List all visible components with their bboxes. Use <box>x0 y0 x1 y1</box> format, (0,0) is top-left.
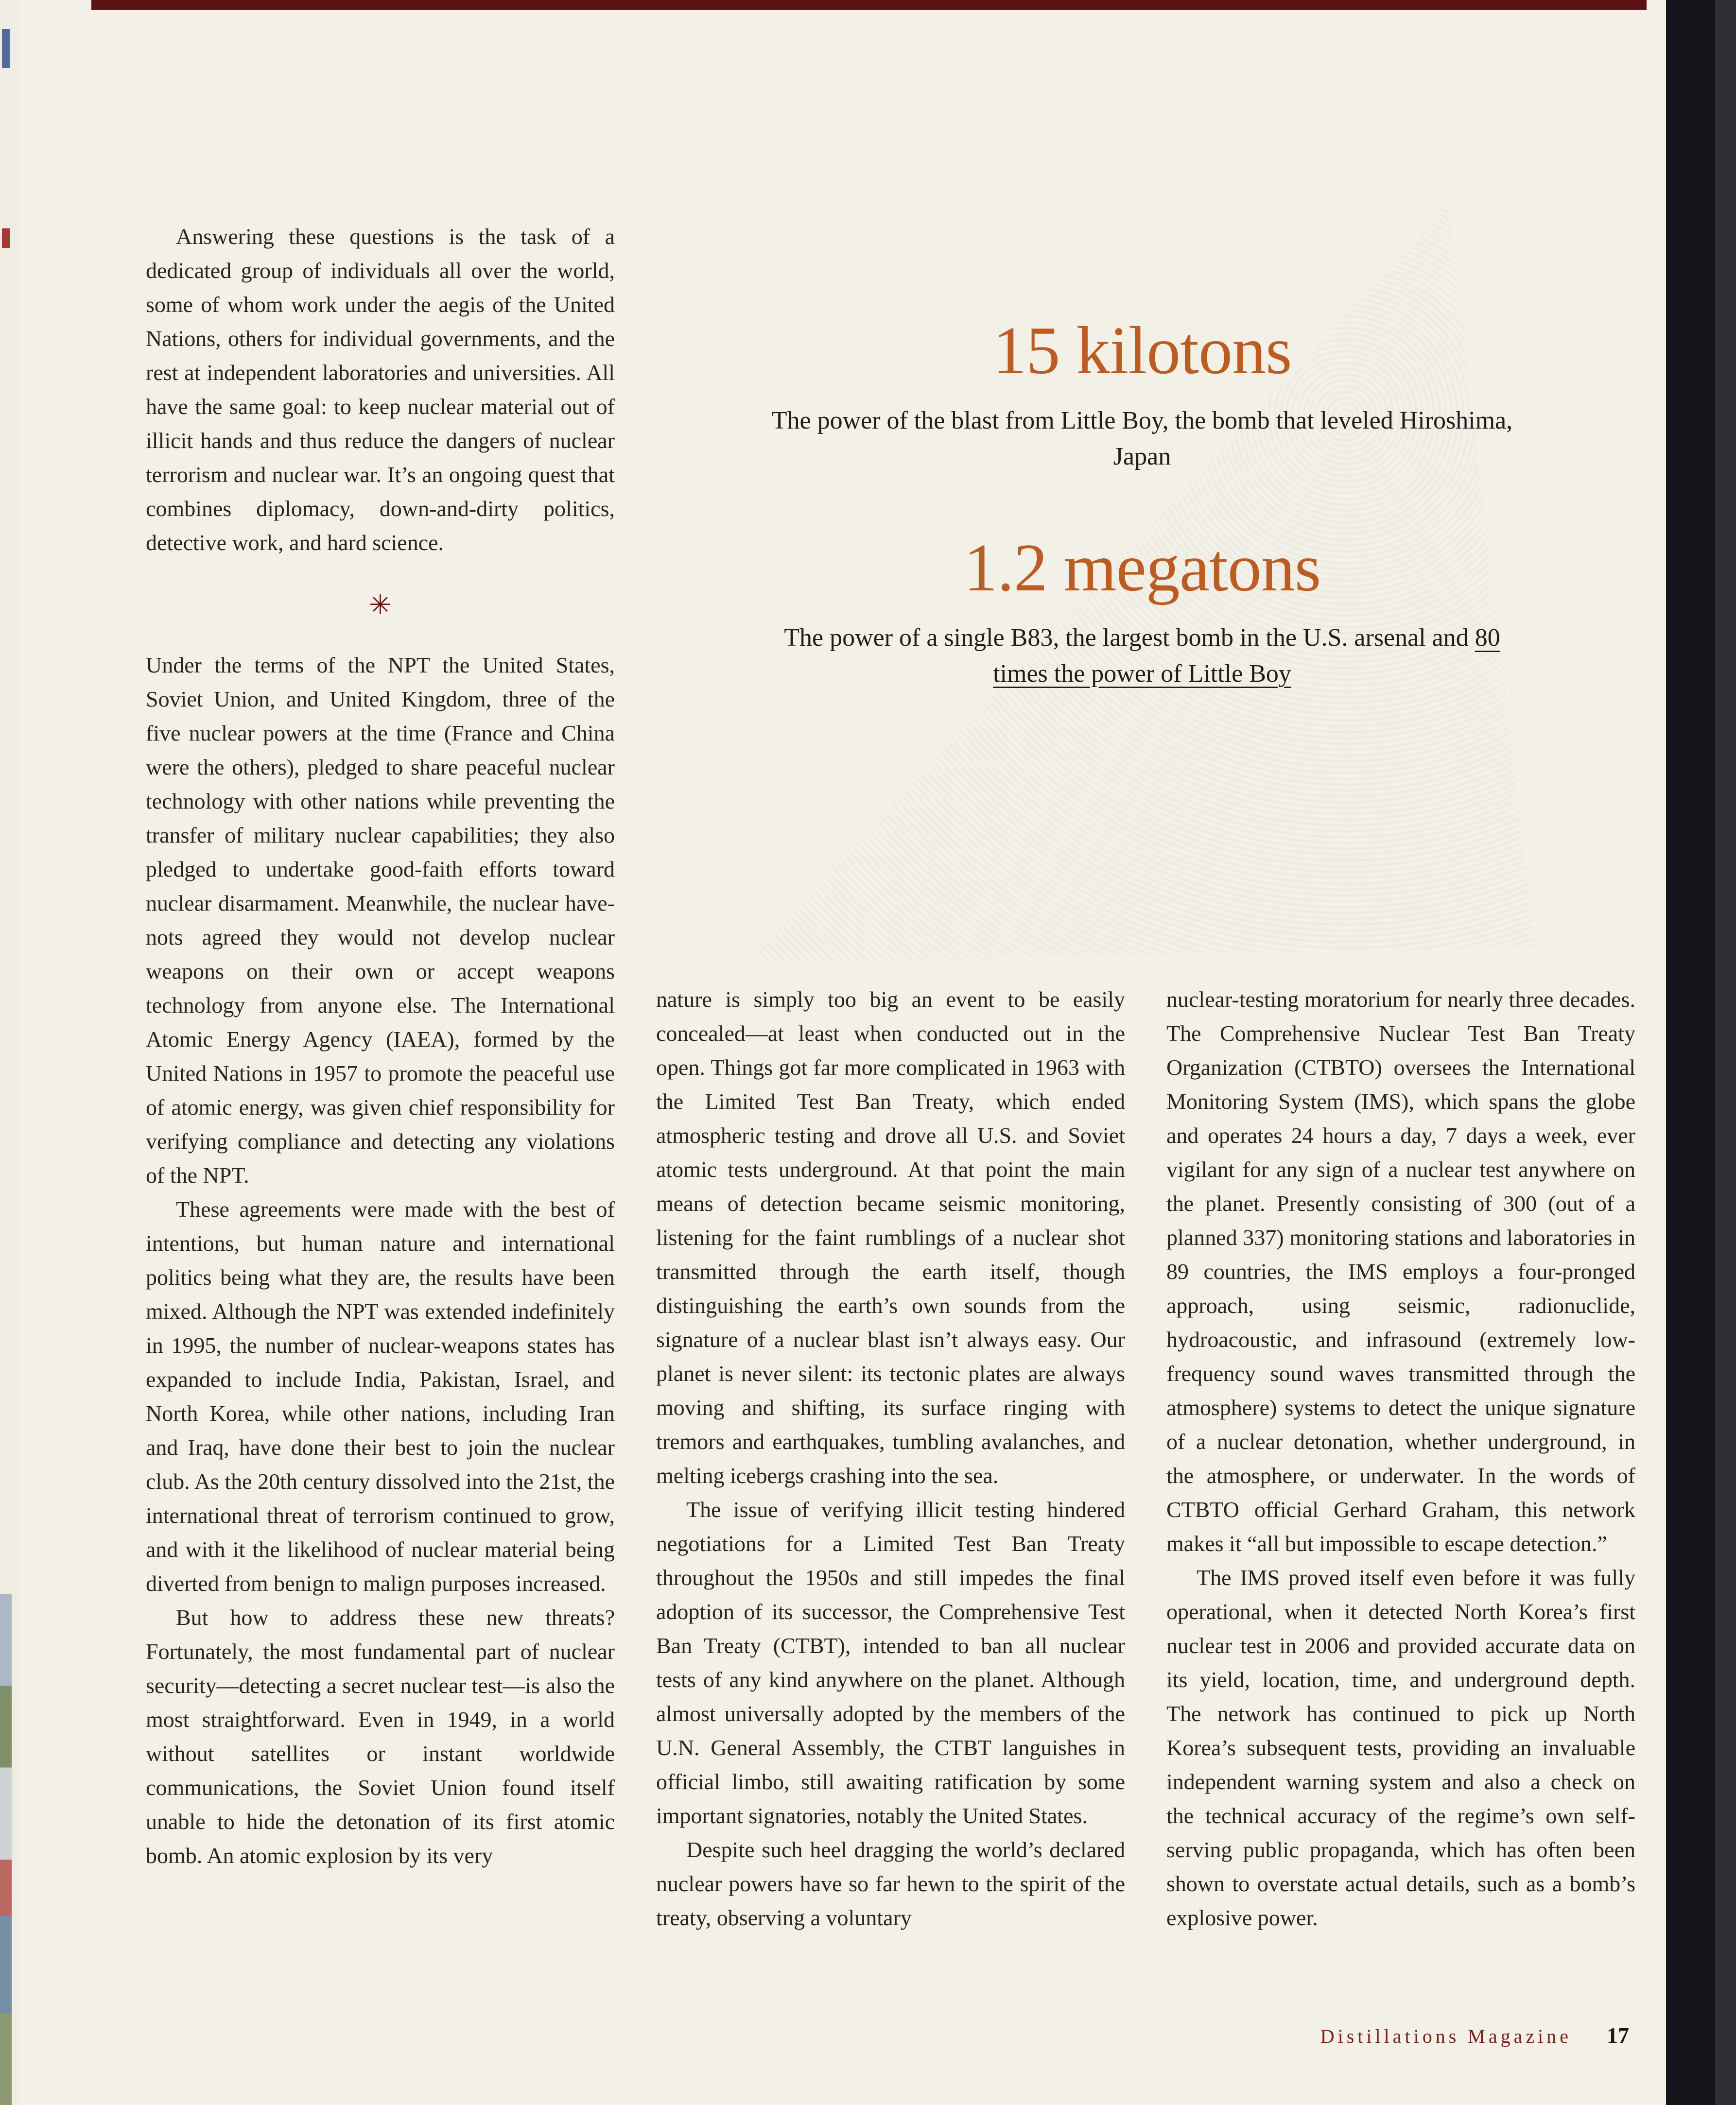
pull-quote-15-kilotons-caption: The power of the blast from Little Boy, the bomb that leveled Hiroshima, Japan <box>771 407 1513 470</box>
paragraph: nature is simply too big an event to be easily concealed—at least when conducted out in the open. Things got far more complicated in 1963 with the Limited Test Ban Treaty, which ended atmospheric testing and drove all U.S. and Soviet atomic tests underground. At that point the main means of detection became seismic monitoring, listening for the faint rumblings of a nuclear shot transmitted through the earth itself, though distinguishing the earth’s own sounds from the signature of a nuclear blast isn’t always easy. Our planet is never silent: its tectonic plates are always moving and shifting, its surface ringing with tremors and earthquakes, tumbling avalanches, and melting icebergs crashing into the sea. <box>656 987 1125 1488</box>
caption-underlined-text: 80 times the power of Little Boy <box>993 624 1500 688</box>
page-number: 17 <box>1607 2023 1629 2048</box>
paragraph: Under the terms of the NPT the United States, Soviet Union, and United Kingdom, three of the five nuclear powers at the time (France and China were the others), pledged to share peaceful nuclear technology with other nations while preventing the transfer of military nuclear capabilities; they also pledged to undertake good-faith efforts toward nuclear disarmament. Meanwhile, the nuclear have-nots agreed they would not develop nuclear weapons on their own or accept weapons technology from anyone else. The International Atomic Energy Agency (IAEA), formed by the United Nations in 1957 to promote the peaceful use of atomic energy, was given chief responsibility for verifying compliance and detecting any violations of the NPT. <box>146 653 615 1188</box>
top-accent-bar <box>91 0 1647 10</box>
paragraph: Despite such heel dragging the world’s declared nuclear powers have so far hewn to the spirit of the treaty, observing a voluntary <box>656 1837 1125 1930</box>
scan-artifact-red <box>2 228 10 248</box>
magazine-name: Distillations Magazine <box>1320 2025 1572 2047</box>
paragraph: Answering these questions is the task of a dedicated group of individuals all over the world, some of whom work under the aegis of the United Nations, others for individual governments, and the rest at independent laboratories and universities. All have the same goal: to keep nuclear material out of illicit hands and thus reduce the dangers of nuclear terrorism and nuclear war. It’s an ongoing quest that combines diplomacy, down-and-dirty politics, detective work, and hard science. <box>146 224 615 555</box>
text-column-1 <box>146 220 615 1873</box>
pull-quote-1-2-megatons: 1.2 megatons <box>963 530 1321 605</box>
page-footer <box>1166 2022 1629 2048</box>
pull-quote-gap <box>695 475 1589 532</box>
book-binding-edge <box>1666 0 1736 2105</box>
pull-quote-15-kilotons: 15 kilotons <box>992 313 1292 388</box>
text-column-2 <box>656 983 1125 1935</box>
paragraph: These agreements were made with the best of intentions, but human nature and international politics being what they are, the results have been mixed. Although the NPT was extended indefinitely in 1995, the number of nuclear-weapons states has expanded to include India, Pakistan, Israel, and North Korea, while other nations, including Iran and Iraq, have done their best to join the nuclear club. As the 20th century dissolved into the 21st, the international threat of terrorism continued to grow, and with it the likelihood of nuclear material being diverted from benign to malign purposes increased. <box>146 1197 615 1596</box>
pull-quote-1-2-megatons-caption <box>782 620 1502 692</box>
scan-artifact-photo-edge <box>0 1594 12 2105</box>
text-column-3 <box>1166 983 1635 1935</box>
paragraph: The issue of verifying illicit testing hindered negotiations for a Limited Test Ban Treaty throughout the 1950s and still impedes the final adoption of its successor, the Comprehensive Test Ban Treaty (CTBT), intended to ban all nuclear tests of any kind anywhere on the planet. Although almost universally adopted by the members of the U.N. General Assembly, the CTBT languishes in official limbo, still awaiting ratification by some important signatories, notably the United States. <box>656 1497 1125 1828</box>
caption-text: The power of a single B83, the largest bomb in the U.S. arsenal and <box>784 624 1475 652</box>
scan-artifact-blue <box>2 29 10 68</box>
paragraph: But how to address these new threats? Fortunately, the most fundamental part of nuclear security—detecting a secret nuclear test—is also the most straightforward. Even in 1949, in a world without satellites or instant worldwide communications, the Soviet Union found itself unable to hide the detonation of its first atomic bomb. An atomic explosion by its very <box>146 1605 615 1868</box>
pull-quote-block <box>695 315 1589 692</box>
scan-left-edge <box>0 0 18 2105</box>
asterisk-divider-icon: ✳ <box>369 590 392 621</box>
paragraph: The IMS proved itself even before it was fully operational, when it detected North Korea’s first nuclear test in 2006 and provided accurate data on its yield, location, time, and underground depth. The network has continued to pick up North Korea’s subsequent tests, providing an invaluable independent warning system and also a check on the technical accuracy of the regime’s own self-serving public propaganda, which has often been shown to overstate actual details, such as a bomb’s explosive power. <box>1166 1565 1635 1930</box>
magazine-page <box>18 0 1666 2105</box>
paragraph: nuclear-testing moratorium for nearly three decades. The Comprehensive Nuclear Test Ban Treaty Organization (CTBTO) oversees the International Monitoring System (IMS), which spans the globe and operates 24 hours a day, 7 days a week, ever vigilant for any sign of a nuclear test anywhere on the planet. Presently consisting of 300 (out of a planned 337) monitoring stations and laboratories in 89 countries, the IMS employs a four-pronged approach, using seismic, radionuclide, hydroacoustic, and infrasound (extremely low-frequency sound waves transmitted through the atmosphere) systems to detect the unique signature of a nuclear detonation, whether underground, in the atmosphere, or underwater. In the words of CTBTO official Gerhard Graham, this network makes it “all but impossible to escape detection.” <box>1166 987 1635 1556</box>
